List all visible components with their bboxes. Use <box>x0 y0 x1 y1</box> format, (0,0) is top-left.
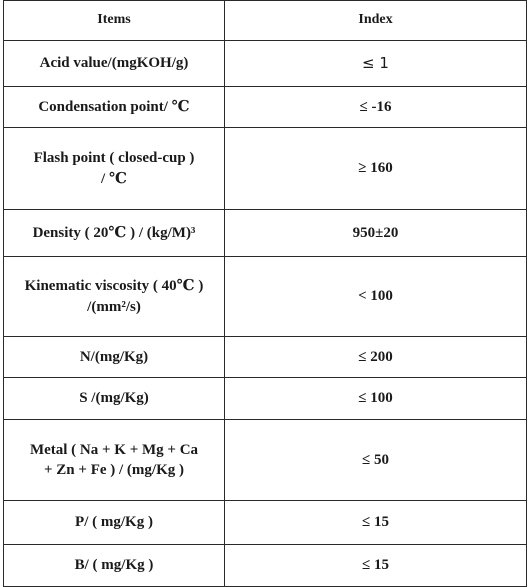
index-cell <box>225 128 527 210</box>
item-label: S /(mg/Kg) <box>79 390 149 407</box>
item-cell <box>4 501 225 545</box>
header-index: Index <box>225 1 527 41</box>
index-cell <box>225 257 527 337</box>
index-cell <box>225 378 527 420</box>
spec-sheet <box>3 0 526 582</box>
index-value: ≤ 50 <box>362 451 389 468</box>
index-value: ≤ 15 <box>362 514 389 531</box>
index-value: ≥ 160 <box>358 160 393 177</box>
item-label: Kinematic viscosity ( 40℃ ) <box>24 278 204 295</box>
table-row <box>4 501 527 545</box>
table-row <box>4 210 527 257</box>
index-value: ≤ 200 <box>358 348 393 365</box>
index-cell <box>225 337 527 378</box>
item-label: B/ ( mg/Kg ) <box>74 557 154 574</box>
item-label-continued: + Zn + Fe ) / (mg/Kg ) <box>44 462 184 478</box>
header-row <box>4 1 527 41</box>
index-value: < 100 <box>358 288 393 305</box>
item-label: Condensation point/ ℃ <box>38 98 190 115</box>
table-row <box>4 87 527 128</box>
table-row <box>4 420 527 501</box>
index-cell <box>225 545 527 587</box>
index-value: ≤ -16 <box>359 98 392 115</box>
index-value: ≤ 1 <box>362 53 389 72</box>
item-label: P/ ( mg/Kg ) <box>75 514 153 531</box>
table-row <box>4 128 527 210</box>
index-cell <box>225 87 527 128</box>
item-cell <box>4 210 225 257</box>
table-row <box>4 337 527 378</box>
index-value: 950±20 <box>352 224 399 241</box>
table-row <box>4 545 527 587</box>
spec-table <box>3 0 527 587</box>
item-label: N/(mg/Kg) <box>79 348 149 365</box>
item-cell <box>4 128 225 210</box>
table-row <box>4 378 527 420</box>
item-cell <box>4 420 225 501</box>
item-cell <box>4 378 225 420</box>
item-cell <box>4 257 225 337</box>
item-label-continued: / ℃ <box>101 170 127 187</box>
index-cell <box>225 420 527 501</box>
index-value: ≤ 100 <box>358 390 393 407</box>
item-label: Metal ( Na + K + Mg + Ca <box>29 441 199 458</box>
header-items: Items <box>4 1 225 41</box>
item-cell <box>4 41 225 87</box>
item-cell <box>4 545 225 587</box>
item-label-continued: /(mm²/s) <box>87 298 141 315</box>
item-label: Density ( 20℃ ) / (kg/M)³ <box>32 224 196 241</box>
index-cell <box>225 41 527 87</box>
item-label: Flash point ( closed-cup ) <box>33 150 195 167</box>
item-cell <box>4 87 225 128</box>
item-cell <box>4 337 225 378</box>
table-row <box>4 41 527 87</box>
index-cell <box>225 501 527 545</box>
item-label: Acid value/(mgKOH/g) <box>39 55 189 72</box>
index-value: ≤ 15 <box>362 557 389 574</box>
index-cell <box>225 210 527 257</box>
table-row <box>4 257 527 337</box>
